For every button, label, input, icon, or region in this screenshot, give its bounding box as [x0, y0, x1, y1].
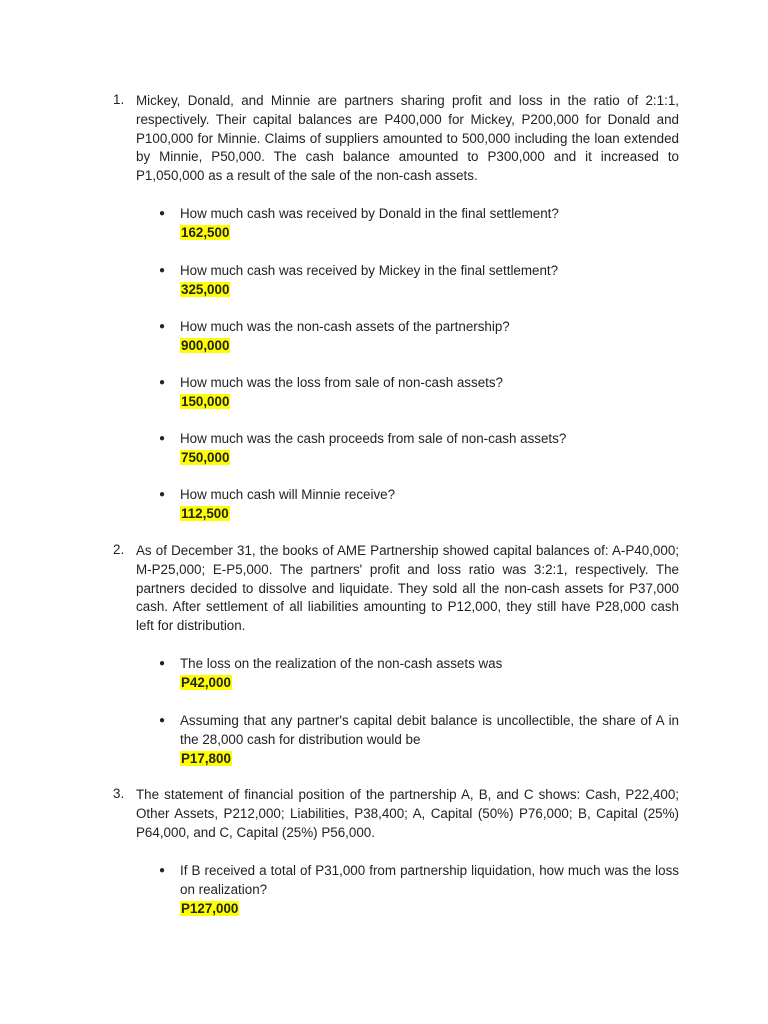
- question-item: [159, 430, 679, 468]
- answer-highlight: 750,000: [181, 449, 230, 465]
- question-text: How much was the loss from sale of non-cash assets?: [180, 375, 504, 390]
- question-text: How much cash was received by Mickey in the final settlement?: [180, 263, 559, 278]
- answer-highlight: 112,500: [181, 505, 229, 521]
- question-item: [159, 318, 679, 356]
- problem-number: 3.: [113, 786, 125, 801]
- bullet-icon: ●: [159, 865, 166, 876]
- question-item: [159, 205, 679, 243]
- question-text: Assuming that any partner's capital debit balance is uncollectible, the share of A in the 28,000 cash for distribution would be: [180, 713, 679, 747]
- answer-highlight: 150,000: [181, 393, 230, 409]
- question-text: How much was the cash proceeds from sale of non-cash assets?: [180, 431, 567, 446]
- question-item: [159, 712, 679, 768]
- problem-3: [113, 786, 679, 842]
- bullet-icon: ●: [159, 321, 166, 332]
- problem-2: [113, 542, 679, 636]
- problem-1: [113, 92, 679, 186]
- answer-highlight: 325,000: [181, 281, 230, 297]
- question-text: How much was the non-cash assets of the partnership?: [180, 319, 510, 334]
- problem-number: 1.: [113, 92, 125, 107]
- question-item: [159, 374, 679, 412]
- problem-number: 2.: [113, 542, 125, 557]
- bullet-icon: ●: [159, 715, 166, 726]
- question-text: The loss on the realization of the non-cash assets was: [180, 656, 503, 671]
- question-item: [159, 655, 679, 693]
- question-item: [159, 862, 679, 918]
- bullet-icon: ●: [159, 658, 166, 669]
- question-item: [159, 486, 679, 524]
- answer-highlight: P17,800: [181, 750, 231, 766]
- bullet-icon: ●: [159, 433, 166, 444]
- problem-text: Mickey, Donald, and Minnie are partners sharing profit and loss in the ratio of 2:1:1, respectively. Their capital balances are P400,000 for Mickey, P200,000 for Donald and P100,000 for Minnie. Claims of suppliers amounted to 500,000 including the loan extended by Minnie, P50,000. The cash balance amounted to P300,000 and it increased to P1,050,000 as a result of the sale of the non-cash assets.: [136, 93, 679, 184]
- answer-highlight: 900,000: [181, 337, 230, 353]
- answer-highlight: 162,500: [181, 224, 230, 240]
- question-text: How much cash will Minnie receive?: [180, 487, 396, 502]
- answer-highlight: P127,000: [181, 900, 239, 916]
- bullet-icon: ●: [159, 265, 166, 276]
- question-item: [159, 262, 679, 300]
- question-text: If B received a total of P31,000 from partnership liquidation, how much was the loss on realization?: [180, 863, 679, 897]
- bullet-icon: ●: [159, 377, 166, 388]
- problem-text: The statement of financial position of the partnership A, B, and C shows: Cash, P22,400; Other Assets, P212,000; Liabilities, P38,400; A, Capital (50%) P76,000; B, Capital (25%) P64,000, and C, Capital (25%) P56,000.: [136, 787, 679, 840]
- problem-text: As of December 31, the books of AME Partnership showed capital balances of: A-P40,000; M-P25,000; E-P5,000. The partners' profit and loss ratio was 3:2:1, respectively. The partners decided to dissolve and liquidate. They sold all the non-cash assets for P37,000 cash. After settlement of all liabilities amounting to P12,000, they still have P28,000 cash left for distribution.: [136, 543, 679, 634]
- bullet-icon: ●: [159, 208, 166, 219]
- bullet-icon: ●: [159, 489, 166, 500]
- answer-highlight: P42,000: [181, 674, 231, 690]
- question-text: How much cash was received by Donald in the final settlement?: [180, 206, 559, 221]
